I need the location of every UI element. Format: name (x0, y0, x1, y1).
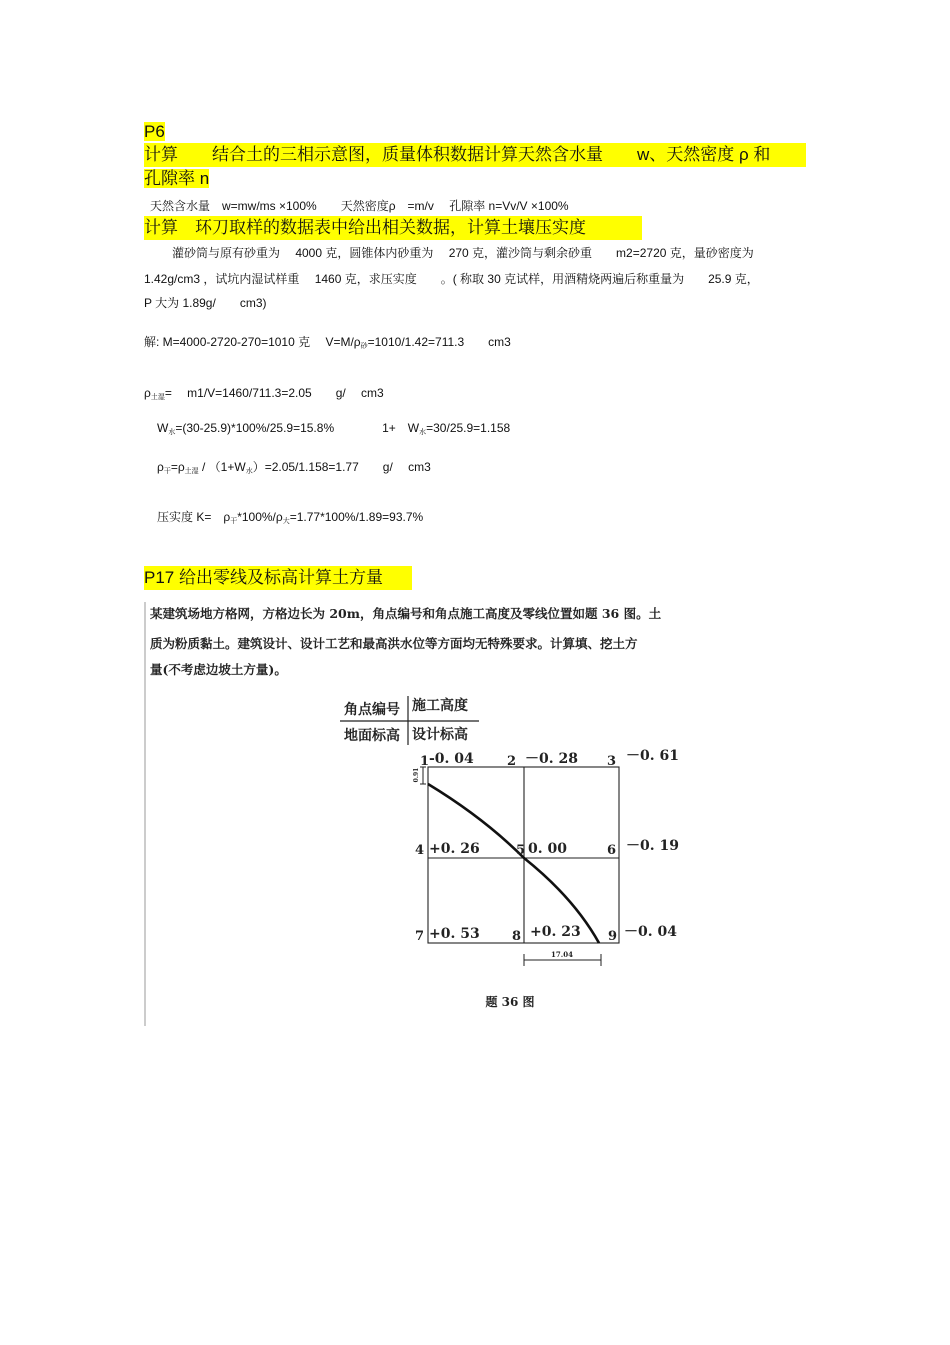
legend-box (340, 696, 479, 745)
corner-number-8: 8 (512, 929, 522, 944)
problem-line1: 灌砂筒与原有砂重为 4000 克，圆锥体内砂重为 270 克，灌沙筒与剩余砂重 m2=2720 克，量砂密度为 (172, 246, 754, 260)
corner-number-1: 1 (420, 754, 430, 769)
corner-height-4: +0. 26 (429, 841, 480, 857)
corner-number-3: 3 (607, 754, 617, 769)
corner-number-9: 9 (608, 929, 618, 944)
p6-heading: P6 (144, 122, 165, 141)
corner-height-9: －0. 04 (624, 924, 677, 940)
formula-line: 天然含水量 w=mw/ms ×100% 天然密度ρ =m/v 孔隙率 n=Vv/V ×100% (150, 199, 569, 213)
figure-text-line3: 量(不考虑边坡土方量)。 (150, 662, 287, 677)
corner-height-3: －0. 61 (626, 748, 679, 764)
corner-number-4: 4 (415, 843, 425, 858)
task1-line1: 计算 结合土的三相示意图，质量体积数据计算天然含水量 w、天然密度 ρ 和 (144, 143, 806, 167)
legend-bottom-right: 设计标高 (412, 727, 468, 743)
corner-height-7: +0. 53 (429, 926, 480, 942)
solution-line2: $\rho_{土湿}=$ m1/V=1460/711.3=2.05 g/ cm3 (144, 386, 384, 401)
bottom-dimension (524, 950, 601, 966)
legend-bottom-left: 地面标高 (344, 728, 400, 744)
grid-figure (144, 602, 720, 1026)
problem-line3: P 大为 1.89g/ cm3) (144, 296, 267, 310)
zero-line (428, 784, 599, 943)
solution-line1: 解: M=4000-2720-270=1010 克 $V=M/\rho_砂=1010/1.42=711.3$ cm3 (144, 335, 511, 350)
legend-top-right: 施工高度 (412, 698, 468, 714)
figure-text-line2: 质为粉质黏土。建筑设计、设计工艺和最高洪水位等方面均无特殊要求。计算填、挖土方 (150, 636, 638, 651)
corner-number-5: 5 (516, 843, 526, 858)
solution-line5: 压实度 K= $\rho_干*100\%/\rho_大=1.77*100\%/1.89=93.7\%$ (157, 510, 424, 525)
left-dimension (413, 767, 426, 784)
bottom-dimension-label: 17.04 (551, 950, 573, 959)
solution-line3: $W_水=(30-25.9)*100\%/25.9=15.8\%$ 1+ $W_水=30/25.9=1.158$ (157, 421, 511, 436)
task2-heading: 计算 环刀取样的数据表中给出相关数据，计算土壤压实度 (144, 216, 642, 240)
p17-heading: P17 给出零线及标高计算土方量 (144, 566, 412, 590)
corner-height-2: －0. 28 (525, 751, 578, 767)
problem-line2: 1.42g/cm3 ，试坑内湿试样重 1460 克，求压实度 。( 称取 30 克试样，用酒精烧两遍后称重量为 25.9 克， (144, 272, 759, 286)
grid-diagram (144, 602, 720, 1026)
corner-height-1: -0. 04 (429, 751, 474, 767)
corner-number-7: 7 (415, 929, 425, 944)
corner-height-5: 0. 00 (528, 841, 567, 857)
left-dimension-label: 0.91 (413, 767, 420, 783)
task1-line2: 孔隙率 n (144, 169, 210, 188)
solution-line4: $\rho_干=\rho_{土湿} / (1+W_水)=2.05/1.158=1.77$ g/ cm3 (157, 460, 431, 475)
corner-height-6: －0. 19 (626, 838, 679, 854)
legend-top-left: 角点编号 (344, 702, 400, 718)
corner-height-8: +0. 23 (530, 924, 581, 940)
figure-text-line1: 某建筑场地方格网，方格边长为 20m，角点编号和角点施工高度及零线位置如题 36 图。土 (150, 606, 662, 621)
corner-number-6: 6 (607, 843, 617, 858)
figure-caption: 题 36 图 (485, 995, 535, 1009)
corner-number-2: 2 (507, 754, 517, 769)
